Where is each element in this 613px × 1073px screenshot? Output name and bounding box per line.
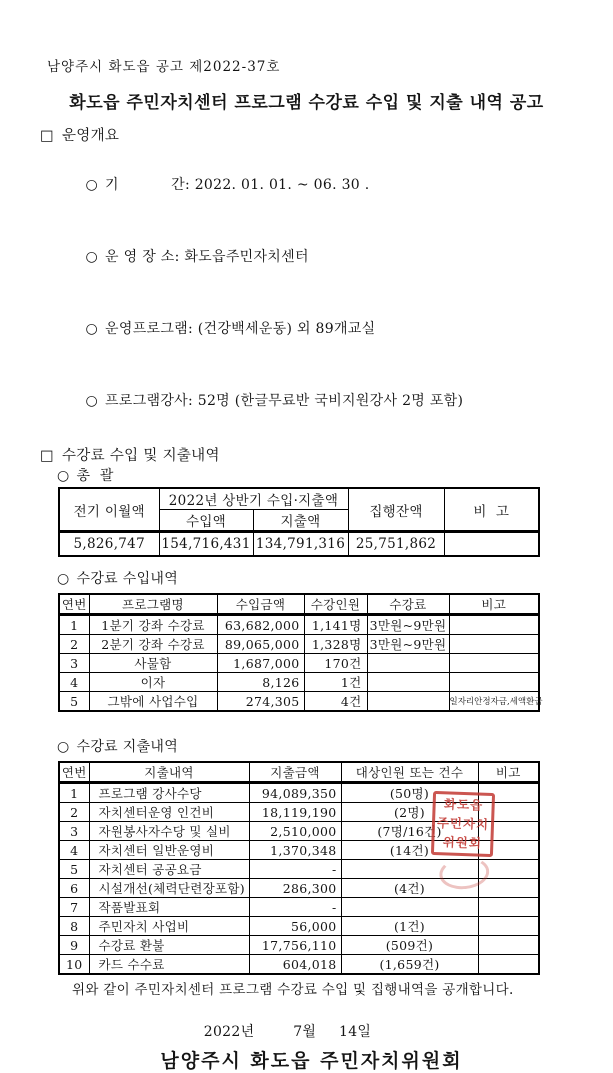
table-cell: 수강료 환불	[89, 936, 249, 955]
table-cell: 286,300	[249, 879, 341, 898]
table-row	[59, 692, 539, 712]
income-table-header	[59, 594, 539, 615]
summary-table-body	[59, 532, 539, 557]
table-cell: 프로그램 강사수당	[89, 783, 249, 803]
overview-item-text: 운영프로그램: (건강백세운동) 외 89개교실	[105, 321, 376, 337]
date-month: 7월	[293, 1024, 317, 1040]
column-header: 수입금액	[217, 594, 304, 615]
column-header: 연번	[59, 762, 89, 783]
table-cell: (2명)	[341, 803, 478, 822]
table-row	[59, 955, 539, 975]
table-cell: 604,018	[249, 955, 341, 975]
column-header: 수강인원	[304, 594, 367, 615]
table-cell: 2	[59, 635, 89, 654]
square-bullet-icon: □	[40, 448, 54, 464]
column-header-halfyear: 2022년 상반기 수입·지출액	[159, 488, 348, 510]
table-cell: (509건)	[341, 936, 478, 955]
table-row	[59, 673, 539, 692]
column-header: 지출내역	[89, 762, 249, 783]
table-cell: 사물함	[89, 654, 217, 673]
column-header: 수강료	[367, 594, 449, 615]
expense-table-header	[59, 762, 539, 783]
table-cell: 6	[59, 879, 89, 898]
section-heading-label: 수강료 수입 및 지출내역	[62, 448, 220, 464]
table-cell: 카드 수수료	[89, 955, 249, 975]
column-header-carryover: 전기 이월액	[59, 488, 159, 532]
table-cell: 7	[59, 898, 89, 917]
table-cell: 자원봉사자수당 및 실비	[89, 822, 249, 841]
table-cell	[367, 654, 449, 673]
income-table-body	[59, 615, 543, 712]
closing-statement: 위와 같이 주민자치센터 프로그램 수강료 수입 및 집행내역을 공개합니다.	[72, 982, 514, 998]
summary-table-header	[59, 488, 539, 532]
column-header-note: 비 고	[444, 488, 539, 532]
table-cell: 18,119,190	[249, 803, 341, 822]
square-bullet-icon: □	[40, 128, 54, 144]
sub-heading-label: 총 괄	[76, 468, 114, 484]
table-cell	[478, 879, 539, 898]
table-cell: 일자리안정자금,세액환급	[449, 692, 539, 712]
table-cell: (7명/16건)	[341, 822, 478, 841]
table-header-row	[59, 762, 539, 783]
table-cell	[449, 673, 539, 692]
table-cell: (14건)	[341, 841, 478, 860]
table-cell: 2	[59, 803, 89, 822]
table-cell: 그밖에 사업수입	[89, 692, 217, 712]
table-cell	[367, 673, 449, 692]
circle-bullet-icon: ○	[57, 468, 70, 484]
table-cell: 25,751,862	[348, 532, 444, 557]
table-cell: 주민자치 사업비	[89, 917, 249, 936]
date-line	[0, 1024, 613, 1041]
circle-bullet-icon: ○	[85, 393, 99, 409]
table-cell	[444, 532, 539, 557]
table-row	[59, 654, 539, 673]
table-cell: 시설개선(체력단련장포함)	[89, 879, 249, 898]
table-cell	[449, 615, 539, 635]
table-cell: 4	[59, 673, 89, 692]
circle-bullet-icon: ○	[85, 249, 99, 265]
column-header: 비고	[478, 762, 539, 783]
column-header: 프로그램명	[89, 594, 217, 615]
overview-item-text: 운 영 장 소: 화도읍주민자치센터	[105, 249, 309, 265]
notice-number: 남양주시 화도읍 공고 제2022-37호	[47, 59, 281, 75]
table-cell: 8	[59, 917, 89, 936]
seal-text: 주민자치	[436, 815, 490, 832]
table-cell: 17,756,110	[249, 936, 341, 955]
overview-item-programs	[57, 293, 613, 365]
table-cell	[449, 635, 539, 654]
table-cell: 자치센터 공공요금	[89, 860, 249, 879]
table-cell: 56,000	[249, 917, 341, 936]
overview-item-text: 프로그램강사: 52명 (한글무료반 국비지원강사 2명 포함)	[105, 393, 464, 409]
announcement-document	[0, 55, 613, 1072]
column-header-income: 수입액	[159, 510, 253, 532]
column-header: 대상인원 또는 건수	[341, 762, 478, 783]
table-cell: 5,826,747	[59, 532, 159, 557]
column-header-expense: 지출액	[253, 510, 348, 532]
official-seal-stamp	[431, 791, 495, 857]
table-cell: (1건)	[341, 917, 478, 936]
table-row	[59, 615, 539, 635]
table-cell	[341, 898, 478, 917]
table-cell: 3	[59, 654, 89, 673]
table-cell	[367, 692, 449, 712]
table-cell	[478, 936, 539, 955]
table-cell: 1,328명	[304, 635, 367, 654]
circle-bullet-icon: ○	[85, 177, 99, 193]
sub-heading-expense	[57, 739, 613, 756]
date-day: 14일	[338, 1024, 372, 1040]
summary-table	[58, 487, 540, 557]
table-cell: 1,687,000	[217, 654, 304, 673]
date-year: 2022년	[203, 1024, 255, 1040]
table-cell: 8,126	[217, 673, 304, 692]
table-cell: 9	[59, 936, 89, 955]
column-header: 비고	[449, 594, 539, 615]
table-header-row	[59, 594, 539, 615]
issuing-committee: 남양주시 화도읍 주민자치위원회	[160, 1050, 463, 1072]
table-cell	[478, 955, 539, 975]
circle-bullet-icon: ○	[57, 571, 70, 587]
table-cell: 3만원~9만원	[367, 635, 449, 654]
circle-bullet-icon: ○	[85, 321, 99, 337]
table-row	[59, 936, 539, 955]
table-row	[59, 917, 539, 936]
table-cell: 1	[59, 615, 89, 635]
table-cell: (50명)	[341, 783, 478, 803]
table-row	[59, 898, 539, 917]
overview-item-place	[57, 221, 613, 293]
table-cell: 자치센터 일반운영비	[89, 841, 249, 860]
table-cell: 2,510,000	[249, 822, 341, 841]
table-cell: -	[249, 860, 341, 879]
table-cell	[478, 917, 539, 936]
table-cell: 154,716,431	[159, 532, 253, 557]
table-cell: 4건	[304, 692, 367, 712]
table-cell: 작품발표회	[89, 898, 249, 917]
table-cell: 170건	[304, 654, 367, 673]
table-cell: 94,089,350	[249, 783, 341, 803]
overview-item-text: 기 간: 2022. 01. 01. ~ 06. 30 .	[105, 177, 370, 193]
sub-heading-income	[57, 571, 613, 588]
column-header: 지출금액	[249, 762, 341, 783]
section-heading-details	[40, 447, 613, 465]
section-heading-overview	[40, 127, 613, 145]
table-cell: 5	[59, 860, 89, 879]
table-cell: 10	[59, 955, 89, 975]
section-heading-label: 운영개요	[62, 128, 120, 144]
table-cell: -	[249, 898, 341, 917]
table-cell: 4	[59, 841, 89, 860]
table-cell: 3	[59, 822, 89, 841]
table-cell: 자치센터운영 인건비	[89, 803, 249, 822]
overview-item-period	[57, 149, 613, 221]
table-cell: 1건	[304, 673, 367, 692]
seal-text: 화도읍	[443, 795, 484, 813]
table-cell: 134,791,316	[253, 532, 348, 557]
column-header-balance: 집행잔액	[348, 488, 444, 532]
overview-item-instructors	[57, 365, 613, 437]
sub-heading-total	[57, 468, 613, 485]
table-cell: 1분기 강좌 수강료	[89, 615, 217, 635]
table-cell: 274,305	[217, 692, 304, 712]
sub-heading-label: 수강료 지출내역	[76, 739, 179, 755]
table-row	[59, 532, 539, 557]
table-cell: 2분기 강좌 수강료	[89, 635, 217, 654]
table-cell: (4건)	[341, 879, 478, 898]
circle-bullet-icon: ○	[57, 739, 70, 755]
table-cell: (1,659건)	[341, 955, 478, 975]
table-cell	[449, 654, 539, 673]
table-row	[59, 635, 539, 654]
overview-list	[0, 149, 613, 437]
table-cell: 이자	[89, 673, 217, 692]
table-cell: 1	[59, 783, 89, 803]
table-cell: 1,370,348	[249, 841, 341, 860]
document-title: 화도읍 주민자치센터 프로그램 수강료 수입 및 지출 내역 공고	[69, 93, 544, 113]
column-header: 연번	[59, 594, 89, 615]
sub-heading-label: 수강료 수입내역	[76, 571, 179, 587]
table-cell: 63,682,000	[217, 615, 304, 635]
table-header-row	[59, 488, 539, 510]
table-cell: 3만원~9만원	[367, 615, 449, 635]
income-table	[58, 593, 543, 712]
seal-text: 위원회	[442, 834, 483, 851]
table-cell	[478, 898, 539, 917]
table-cell: 1,141명	[304, 615, 367, 635]
table-cell: 89,065,000	[217, 635, 304, 654]
table-cell: 5	[59, 692, 89, 712]
